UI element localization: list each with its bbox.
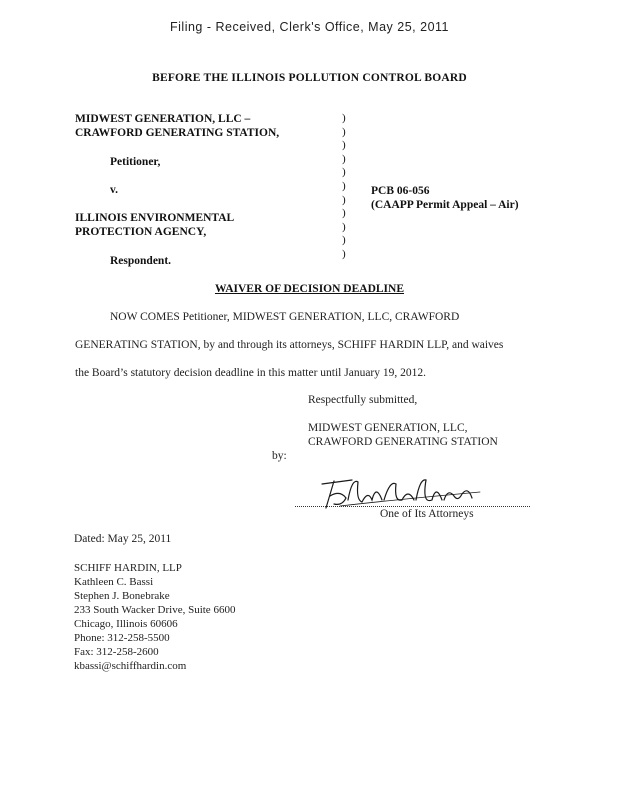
document-title: WAIVER OF DECISION DEADLINE [214, 283, 405, 295]
dated-line: Dated: May 25, 2011 [74, 533, 172, 545]
paren: ) [342, 152, 346, 165]
body-line-1: NOW COMES Petitioner, MIDWEST GENERATION, LLC, CRAWFORD [110, 311, 460, 323]
paren: ) [342, 166, 346, 179]
respondent-label: Respondent. [110, 255, 172, 267]
firm-address-street: 233 South Wacker Drive, Suite 6600 [74, 604, 236, 616]
filing-stamp: Filing - Received, Clerk's Office, May 25, 2011 [170, 20, 449, 34]
petitioner-name-line1: MIDWEST GENERATION, LLC – [75, 113, 251, 125]
case-type: (CAAPP Permit Appeal – Air) [371, 199, 519, 211]
paren: ) [342, 234, 346, 247]
firm-fax: Fax: 312-258-2600 [74, 646, 159, 658]
firm-email: kbassi@schiffhardin.com [74, 660, 187, 672]
firm-name: SCHIFF HARDIN, LLP [74, 562, 182, 574]
attorney-name: Kathleen C. Bassi [74, 576, 154, 588]
respondent-name-line1: ILLINOIS ENVIRONMENTAL [75, 212, 235, 224]
petitioner-name-line2: CRAWFORD GENERATING STATION, [75, 127, 280, 139]
board-title: BEFORE THE ILLINOIS POLLUTION CONTROL BOARD [152, 72, 467, 84]
party-name-line2: CRAWFORD GENERATING STATION [308, 436, 498, 448]
paren: ) [342, 139, 346, 152]
paren: ) [342, 207, 346, 220]
paren: ) [342, 193, 346, 206]
versus-label: v. [110, 184, 118, 196]
firm-address-city: Chicago, Illinois 60606 [74, 618, 178, 630]
case-number: PCB 06-056 [371, 185, 430, 197]
by-label: by: [272, 450, 287, 462]
paren: ) [342, 112, 346, 124]
paren: ) [342, 179, 346, 192]
signer-caption: One of Its Attorneys [380, 508, 474, 520]
paren: ) [342, 220, 346, 233]
party-name-line1: MIDWEST GENERATION, LLC, [308, 422, 468, 434]
firm-block [74, 561, 235, 673]
attorney-name: Stephen J. Bonebrake [74, 590, 170, 602]
respondent-name-line2: PROTECTION AGENCY, [75, 226, 207, 238]
body-line-3: the Board’s statutory decision deadline in this matter until January 19, 2012. [75, 367, 427, 379]
caption-parentheses [342, 112, 346, 262]
paren: ) [342, 247, 346, 260]
paren: ) [342, 125, 346, 138]
firm-phone: Phone: 312-258-5500 [74, 632, 170, 644]
body-line-2: GENERATING STATION, by and through its attorneys, SCHIFF HARDIN LLP, and waives [75, 339, 504, 351]
petitioner-label: Petitioner, [110, 156, 161, 168]
closing-text: Respectfully submitted, [308, 394, 418, 406]
